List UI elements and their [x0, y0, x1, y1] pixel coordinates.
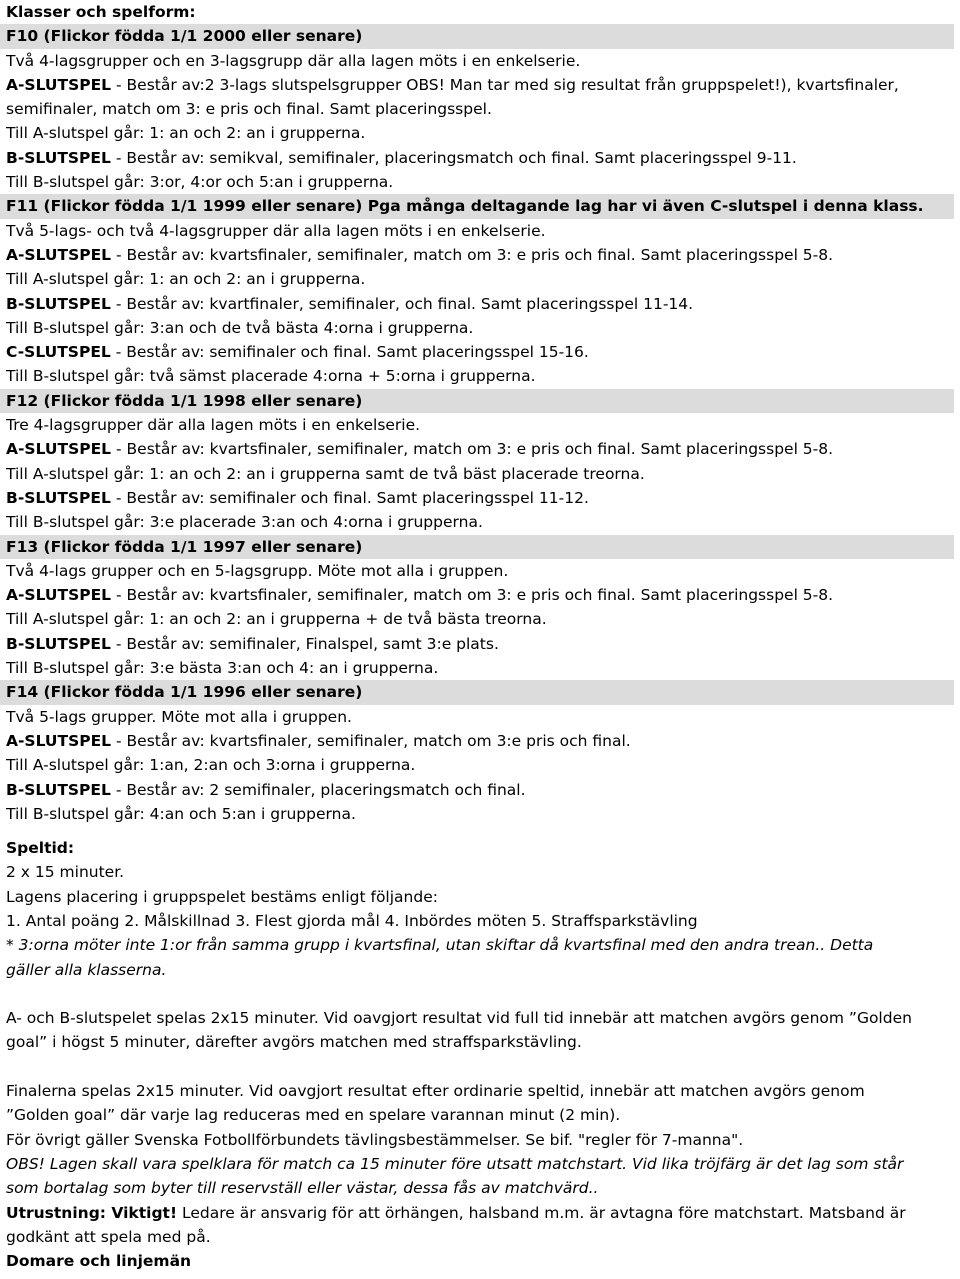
- playoff-label: B-SLUTSPEL: [6, 488, 111, 507]
- class-rule-line: [6, 413, 954, 437]
- page-title: Klasser och spelform:: [6, 3, 196, 21]
- rule-text: - Består av: semifinaler, Finalspel, samt 3:e plats.: [110, 634, 499, 653]
- spacer: [6, 826, 954, 836]
- class-rule-line: [6, 607, 954, 631]
- rule-text: - Består av: kvartsfinaler, semifinaler, match om 3:e pris och final.: [111, 731, 631, 750]
- class-rule-line: [6, 121, 954, 145]
- class-rule-line: [6, 170, 954, 194]
- playoff-label: B-SLUTSPEL: [6, 294, 111, 313]
- rule-text: Till A-slutspel går: 1:an, 2:an och 3:orna i grupperna.: [6, 756, 416, 775]
- rule-text: - Består av: 2 semifinaler, placeringsmatch och final.: [110, 780, 526, 799]
- class-rule-line: [6, 49, 954, 73]
- rule-text: Till A-slutspel går: 1: an och 2: an i grupperna.: [6, 270, 366, 289]
- rule-text: Två 4-lagsgrupper och en 3-lagsgrupp där alla lagen möts i en enkelserie.: [6, 51, 581, 70]
- class-rule-line: [6, 97, 954, 121]
- equipment-label: Utrustning: Viktigt!: [6, 1203, 178, 1222]
- quarterfinal-note-line2: gäller alla klasserna.: [6, 960, 167, 979]
- class-rule-line: [6, 729, 954, 753]
- equipment-line1: [6, 1201, 954, 1225]
- playoff-label: A-SLUTSPEL: [6, 731, 112, 750]
- class-rule-line: [6, 802, 954, 826]
- class-rule-line: [6, 243, 954, 267]
- placement-intro: Lagens placering i gruppspelet bestäms enligt följande:: [6, 887, 438, 906]
- rule-text: - Består av: semifinaler och final. Samt placeringsspel 11-12.: [110, 488, 589, 507]
- rule-text: - Består av: kvartsfinaler, semifinaler, match om 3: e pris och final. Samt placeringsspel 5-8.: [111, 440, 834, 459]
- playoff-label: B-SLUTSPEL: [6, 780, 111, 799]
- obs-note-line2: som bortalag som byter till reservställ eller västar, dessa fås av matchvärd..: [6, 1179, 599, 1198]
- equipment-line2: godkänt att spela med på.: [6, 1227, 211, 1246]
- rule-text: Till A-slutspel går: 1: an och 2: an i grupperna.: [6, 124, 366, 143]
- class-header: F11 (Flickor födda 1/1 1999 eller senare) Pga många deltagande lag har vi även C-slutspel i denna klass.: [0, 194, 954, 218]
- playoff-label: A-SLUTSPEL: [6, 440, 112, 459]
- svff-rule: För övrigt gäller Svenska Fotbollförbundets tävlingsbestämmelser. Se bif. "regler för 7-manna".: [6, 1130, 744, 1149]
- final-rule-line2: ”Golden goal” där varje lag reduceras med en spelare varannan minut (2 min).: [6, 1106, 621, 1125]
- class-rule-line: [6, 267, 954, 291]
- playoff-label: A-SLUTSPEL: [6, 245, 112, 264]
- class-rule-line: [6, 583, 954, 607]
- class-rule-line: [6, 510, 954, 534]
- rule-text: Till A-slutspel går: 1: an och 2: an i grupperna samt de två bäst placerade treorna.: [6, 464, 645, 483]
- rule-text: Till B-slutspel går: två sämst placerade 4:orna + 5:orna i grupperna.: [6, 367, 536, 386]
- rule-text: - Består av: kvartsfinaler, semifinaler, match om 3: e pris och final. Samt placeringsspel 5-8.: [111, 586, 834, 605]
- rule-text: Två 5-lags- och två 4-lagsgrupper där alla lagen möts i en enkelserie.: [6, 221, 546, 240]
- class-rule-line: [6, 705, 954, 729]
- rule-text: Till B-slutspel går: 3:or, 4:or och 5:an i grupperna.: [6, 173, 394, 192]
- class-header: F12 (Flickor födda 1/1 1998 eller senare): [0, 389, 954, 413]
- rule-text: Två 4-lags grupper och en 5-lagsgrupp. Möte mot alla i gruppen.: [6, 561, 509, 580]
- rule-text: Till B-slutspel går: 3:e placerade 3:an och 4:orna i grupperna.: [6, 513, 483, 532]
- playoff-label: B-SLUTSPEL: [6, 148, 111, 167]
- playoff-label: B-SLUTSPEL: [6, 634, 111, 653]
- class-header: F14 (Flickor födda 1/1 1996 eller senare): [0, 680, 954, 704]
- rule-text: - Består av: semikval, semifinaler, placeringsmatch och final. Samt placeringsspel 9-11.: [110, 148, 797, 167]
- rule-text: - Består av: kvartsfinaler, semifinaler, match om 3: e pris och final. Samt placeringsspel 5-8.: [111, 245, 834, 264]
- referees-heading: Domare och linjemän: [6, 1252, 192, 1271]
- playoff-label: A-SLUTSPEL: [6, 75, 112, 94]
- class-rule-line: [6, 316, 954, 340]
- class-rule-line: [6, 73, 954, 97]
- class-sections: [6, 24, 954, 826]
- class-rule-line: [6, 486, 954, 510]
- class-header: F13 (Flickor födda 1/1 1997 eller senare): [0, 535, 954, 559]
- playoff-label: C-SLUTSPEL: [6, 343, 111, 362]
- rule-text: - Består av: semifinaler och final. Samt placeringsspel 15-16.: [110, 343, 589, 362]
- playoff-label: A-SLUTSPEL: [6, 586, 112, 605]
- spacer: [6, 982, 954, 1006]
- class-rule-line: [6, 340, 954, 364]
- rule-text: Till B-slutspel går: 3:an och de två bästa 4:orna i grupperna.: [6, 318, 474, 337]
- class-rule-line: [6, 364, 954, 388]
- class-rule-line: [6, 632, 954, 656]
- class-rule-line: [6, 146, 954, 170]
- obs-note-line1: OBS! Lagen skall vara spelklara för match ca 15 minuter före utsatt matchstart. Vid lika tröjfärg är det lag som står: [6, 1154, 904, 1173]
- speltid-duration: 2 x 15 minuter.: [6, 863, 125, 882]
- rule-text: Till B-slutspel går: 3:e bästa 3:an och 4: an i grupperna.: [6, 659, 439, 678]
- class-header: F10 (Flickor födda 1/1 2000 eller senare): [0, 24, 954, 48]
- class-rule-line: [6, 559, 954, 583]
- quarterfinal-note-line1: * 3:orna möter inte 1:or från samma grupp i kvartsfinal, utan skiftar då kvartsfinal med den andra trean.. Detta: [6, 936, 874, 955]
- class-rule-line: [6, 462, 954, 486]
- placement-rules: 1. Antal poäng 2. Målskillnad 3. Flest gjorda mål 4. Inbördes möten 5. Straffsparkstävling: [6, 911, 698, 930]
- rule-text: - Består av:2 3-lags slutspelsgrupper OBS! Man tar med sig resultat från gruppspelet!), kvartsfinaler,: [111, 75, 899, 94]
- ab-rule-line2: goal” i högst 5 minuter, därefter avgörs matchen med straffsparkstävling.: [6, 1033, 582, 1052]
- rule-text: Två 5-lags grupper. Möte mot alla i gruppen.: [6, 707, 352, 726]
- class-rule-line: [6, 778, 954, 802]
- speltid-heading: Speltid:: [6, 839, 75, 858]
- ab-rule-line1: A- och B-slutspelet spelas 2x15 minuter. Vid oavgjort resultat vid full tid innebär att matchen avgörs genom ”Golden: [6, 1009, 912, 1028]
- rule-text: - Består av: kvartfinaler, semifinaler, och final. Samt placeringsspel 11-14.: [110, 294, 694, 313]
- class-rule-line: [6, 292, 954, 316]
- spacer: [6, 1055, 954, 1079]
- class-rule-line: [6, 656, 954, 680]
- class-rule-line: [6, 753, 954, 777]
- final-rule-line1: Finalerna spelas 2x15 minuter. Vid oavgjort resultat efter ordinarie speltid, innebär att matchen avgörs genom: [6, 1082, 865, 1101]
- rule-text: Till A-slutspel går: 1: an och 2: an i grupperna + de två bästa treorna.: [6, 610, 547, 629]
- rule-text: Tre 4-lagsgrupper där alla lagen möts i en enkelserie.: [6, 416, 421, 435]
- equipment-text: Ledare är ansvarig för att örhängen, halsband m.m. är avtagna före matchstart. Matsband är: [177, 1203, 906, 1222]
- class-rule-line: [6, 437, 954, 461]
- rule-text: semifinaler, match om 3: e pris och final. Samt placeringsspel.: [6, 100, 492, 119]
- rule-text: Till B-slutspel går: 4:an och 5:an i grupperna.: [6, 804, 356, 823]
- class-rule-line: [6, 219, 954, 243]
